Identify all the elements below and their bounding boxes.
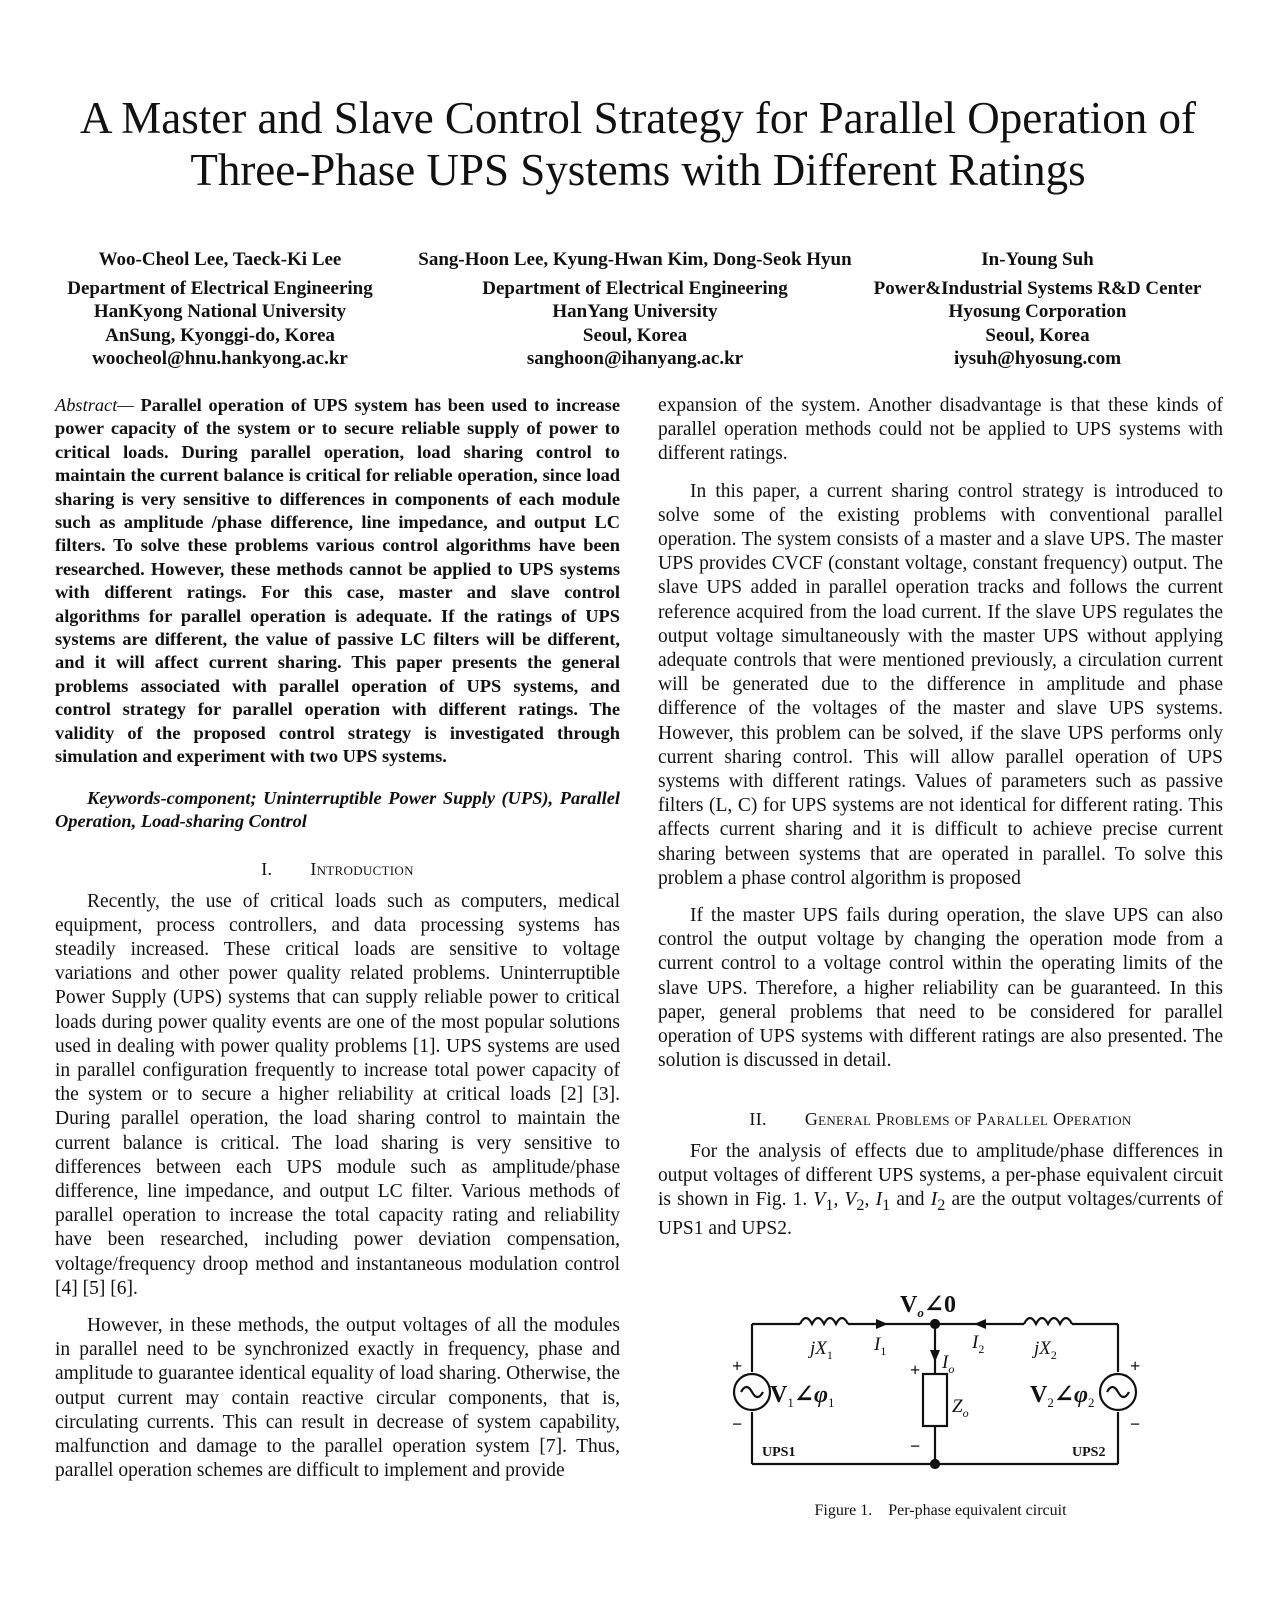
paragraph: If the master UPS fails during operation, the slave UPS can also control the output voltage by changing the operation mode from a current control to a voltage control within the operating limits of the slave UPS. Therefore, a higher reliability can be guaranteed. In this paper, general problems that need to be considered for parallel operation of UPS systems with different ratings are also presented. The solution is discussed in detail. xyxy=(658,905,1223,1072)
text-run: are the output voltages/currents of UPS1 and UPS2. xyxy=(658,1189,1224,1240)
ups1-label: UPS1 xyxy=(762,1445,796,1460)
sine-wave-icon xyxy=(741,1387,763,1397)
author-email: sanghoon@ihanyang.ac.kr xyxy=(526,348,744,369)
figure-caption xyxy=(658,1502,1223,1520)
author-location: Seoul, Korea xyxy=(582,324,688,346)
caption-text: Per-phase equivalent circuit xyxy=(888,1502,1067,1519)
paper-title xyxy=(40,92,1236,196)
symbol-v: V xyxy=(813,1189,826,1211)
current-arrow-io xyxy=(930,1350,940,1362)
paragraph: expansion of the system. Another disadvantage is that these kinds of parallel operation methods could not be applied to UPS systems with different ratings. xyxy=(658,395,1223,465)
section-title: Introduction xyxy=(310,859,414,880)
subscript: 1 xyxy=(825,1195,834,1214)
section-heading-general-problems xyxy=(658,1107,1223,1131)
author-location: AnSung, Kyonggi-do, Korea xyxy=(105,324,335,346)
symbol-v: V xyxy=(844,1189,857,1211)
ups2-label: UPS2 xyxy=(1072,1445,1106,1460)
author-names: In-Young Suh xyxy=(981,249,1094,270)
text-run: and xyxy=(890,1189,931,1211)
current-arrow-i1 xyxy=(876,1319,888,1329)
text-run: , xyxy=(833,1189,845,1211)
author-org: Hyosung Corporation xyxy=(948,301,1127,322)
symbol-i: I xyxy=(875,1189,883,1211)
abstract xyxy=(55,394,620,769)
plus-sign: + xyxy=(910,1360,921,1380)
sine-wave-icon xyxy=(1107,1387,1129,1397)
i1-label: $I_1$ xyxy=(874,1334,887,1358)
v1-label: $V_1\angle\varphi_1$ xyxy=(770,1382,835,1410)
author-names: Woo-Cheol Lee, Taeck-Ki Lee xyxy=(98,249,342,270)
jx1-label: $jX_1$ xyxy=(810,1338,833,1362)
author-dept: Department of Electrical Engineering xyxy=(482,277,788,299)
symbol-i: I xyxy=(930,1189,938,1211)
text-run: For the analysis of effects due to amplitude/phase differences in output voltages of different UPS systems, a per-phase equivalent circuit is shown in Fig. 1. xyxy=(658,1140,1223,1211)
author-dept: Department of Electrical Engineering xyxy=(67,277,373,299)
keywords: Keywords-component; Uninterruptible Power Supply (UPS), Parallel Operation, Load-sharing Control xyxy=(55,787,620,831)
author-group-2 xyxy=(375,248,895,371)
section-number: II. xyxy=(749,1109,767,1130)
io-label: $I_o$ xyxy=(942,1352,955,1376)
section-number: I. xyxy=(261,859,273,880)
minus-sign: − xyxy=(910,1436,921,1456)
vo-label: $V_o\angle 0$ xyxy=(900,1292,956,1320)
minus-sign: − xyxy=(1130,1414,1141,1434)
paragraph: However, in these methods, the output voltages of all the modules in parallel need to be synchronized exactly in frequency, phase and amplitude to guarantee identical equality of load sharing. Otherwise, the output current may contain reactive circular components, that is, circulating currents. This can result in decrease of system capability, malfunction and damage to the parallel operation system [7]. Thus, parallel operation schemes are difficult to implement and provide xyxy=(55,1314,620,1482)
i2-label: $I_2$ xyxy=(972,1332,985,1356)
section-heading-introduction xyxy=(55,857,620,881)
subscript: 2 xyxy=(937,1195,946,1214)
plus-sign: + xyxy=(1130,1356,1141,1376)
left-column xyxy=(55,394,620,1483)
abstract-lead: Abstract— xyxy=(55,395,134,415)
paragraph xyxy=(658,1140,1223,1242)
author-org: HanYang University xyxy=(552,301,718,322)
zo-label: $Z_o$ xyxy=(952,1396,969,1420)
author-group-3 xyxy=(840,248,1235,371)
subscript: 2 xyxy=(856,1195,865,1214)
right-column xyxy=(658,394,1223,1241)
paragraph: Recently, the use of critical loads such as computers, medical equipment, process controllers, and data processing systems has steadily increased. These critical loads are sensitive to voltage variations and other power quality related problems. Uninterruptible Power Supply (UPS) systems that can supply reliable power to critical loads during power quality events are one of the most popular solutions used in dealing with power quality problems [1]. UPS systems are used in parallel configuration frequently to increase total power capacity of the system or to secure a higher reliability at critical loads [2] [3]. During parallel operation, the load sharing control to maintain the current balance is critical. The load sharing is very sensitive to differences between each UPS module such as amplitude/phase difference, line impedance, and output LC filter. Various methods of parallel operation to increase the total capacity rating and reliability have been researched, including power deviation compensation, voltage/frequency droop method and instantaneous modulation control [4] [5] [6]. xyxy=(55,890,620,1299)
jx2-label: $jX_2$ xyxy=(1034,1338,1057,1362)
text-run: , xyxy=(864,1189,876,1211)
author-names: Sang-Hoon Lee, Kyung-Hwan Kim, Dong-Seok Hyun xyxy=(418,249,852,270)
abstract-text: Parallel operation of UPS system has been used to increase power capacity of the system or to secure reliable supply of power to critical loads. During parallel operation, load sharing control to maintain the current balance is critical for reliable operation, since load sharing is very sensitive to differences in components of each module such as amplitude /phase difference, line impedance, and output LC filters. To solve these problems various control algorithms have been researched. However, these methods cannot be applied to UPS systems with different ratings. For this case, master and slave control algorithms for parallel operation is adequate. If the ratings of UPS systems are different, the value of passive LC filters will be different, and it will affect current sharing. This paper presents the general problems associated with parallel operation of UPS systems, and control strategy for parallel operation with different ratings. The validity of the proposed control strategy is investigated through simulation and experiment with two UPS systems. xyxy=(55,395,620,767)
inductor-x2 xyxy=(1024,1318,1072,1324)
plus-sign: + xyxy=(732,1356,743,1376)
author-dept: Power&Industrial Systems R&D Center xyxy=(873,277,1202,299)
section-title: General Problems of Parallel Operation xyxy=(804,1109,1132,1130)
title-line-1: A Master and Slave Control Strategy for Parallel Operation of xyxy=(80,93,1196,143)
author-email: iysuh@hyosung.com xyxy=(953,348,1122,369)
caption-label: Figure 1. xyxy=(814,1502,873,1519)
current-arrow-i2 xyxy=(974,1319,986,1329)
author-email: woocheol@hnu.hankyong.ac.kr xyxy=(92,348,348,369)
v2-label: $V_2\angle\varphi_2$ xyxy=(1030,1382,1095,1410)
inductor-x1 xyxy=(800,1318,848,1324)
author-group-1 xyxy=(40,248,400,371)
title-line-2: Three-Phase UPS Systems with Different Ratings xyxy=(190,145,1086,195)
equivalent-circuit-diagram xyxy=(732,1292,1158,1492)
subscript: 1 xyxy=(882,1195,891,1214)
author-org: HanKyong National University xyxy=(93,301,347,322)
load-impedance xyxy=(923,1374,947,1426)
node-dot-bottom xyxy=(931,1460,939,1468)
author-location: Seoul, Korea xyxy=(985,324,1090,346)
minus-sign: − xyxy=(732,1414,743,1434)
paragraph: In this paper, a current sharing control strategy is introduced to solve some of the existing problems with conventional parallel operation. The system consists of a master and a slave UPS. The master UPS provides CVCF (constant voltage, constant frequency) output. The slave UPS added in parallel operation tracks and follows the current reference acquired from the load current. If the slave UPS regulates the output voltage simultaneously with the master UPS without applying adequate controls that were mentioned previously, a circulation current will be generated due to the difference in amplitude and phase difference of the voltages of the master and slave UPS systems. However, this problem can be solved, if the slave UPS performs only current sharing control. This will allow parallel operation of UPS systems with different ratings. Values of parameters such as passive filters (L, C) for UPS systems are not identical for different rating. This affects current sharing and it is difficult to achieve precise current sharing between systems that are operated in parallel. To solve this problem a phase control algorithm is proposed xyxy=(658,480,1223,889)
node-dot-top xyxy=(931,1320,939,1328)
